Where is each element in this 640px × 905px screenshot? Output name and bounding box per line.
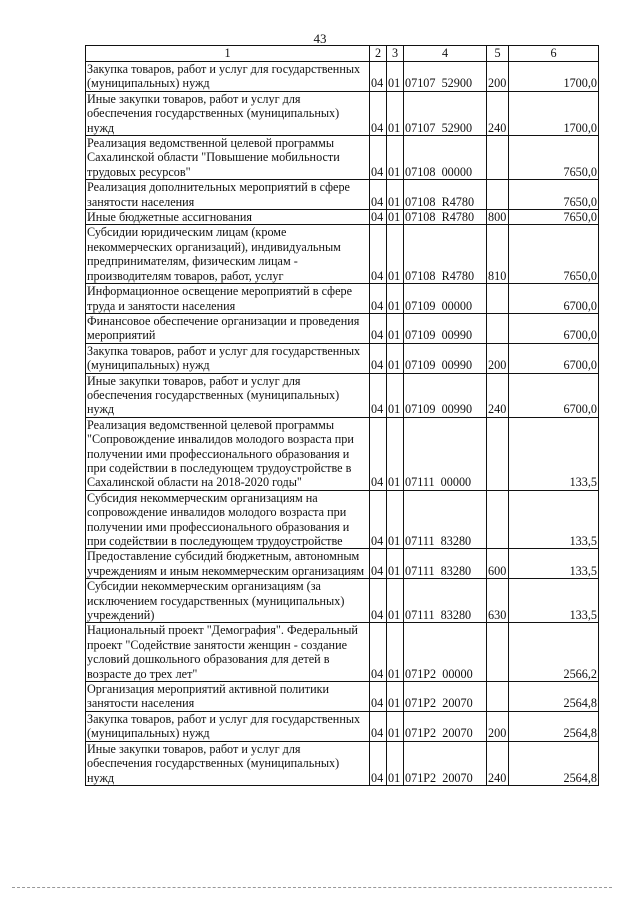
table-row: [86, 343, 599, 373]
row-section: 04: [370, 62, 387, 92]
row-target-article: 07111 83280: [404, 549, 487, 579]
table-row: [86, 623, 599, 682]
row-name: Предоставление субсидий бюджетным, автономным учреждениям и иным некоммерческим организациям: [86, 549, 370, 579]
row-sum: 1700,0: [509, 91, 599, 135]
header-expense-type: 5: [487, 46, 509, 62]
header-section: 2: [370, 46, 387, 62]
row-expense-type: 200: [487, 62, 509, 92]
row-subsection: 01: [387, 490, 404, 549]
header-name: 1: [86, 46, 370, 62]
row-expense-type: 200: [487, 711, 509, 741]
row-section: 04: [370, 284, 387, 314]
row-subsection: 01: [387, 549, 404, 579]
row-section: 04: [370, 210, 387, 225]
row-expense-type: [487, 682, 509, 712]
row-target-article: 07108 R4780: [404, 210, 487, 225]
row-sum: 1700,0: [509, 62, 599, 92]
row-target-article: 071P2 20070: [404, 711, 487, 741]
row-subsection: 01: [387, 62, 404, 92]
row-section: 04: [370, 91, 387, 135]
table-row: [86, 91, 599, 135]
row-expense-type: [487, 180, 509, 210]
row-sum: 6700,0: [509, 313, 599, 343]
row-sum: 133,5: [509, 549, 599, 579]
row-sum: 6700,0: [509, 343, 599, 373]
row-expense-type: 800: [487, 210, 509, 225]
row-target-article: 07109 00000: [404, 284, 487, 314]
table-row: [86, 417, 599, 490]
row-name: Иные закупки товаров, работ и услуг для обеспечения государственных (муниципальных) нужд: [86, 741, 370, 785]
row-name: Финансовое обеспечение организации и проведения мероприятий: [86, 313, 370, 343]
row-subsection: 01: [387, 136, 404, 180]
row-expense-type: [487, 490, 509, 549]
row-sum: 7650,0: [509, 180, 599, 210]
row-section: 04: [370, 136, 387, 180]
table-row: [86, 210, 599, 225]
row-section: 04: [370, 549, 387, 579]
row-subsection: 01: [387, 682, 404, 712]
row-target-article: 07111 83280: [404, 579, 487, 623]
row-subsection: 01: [387, 373, 404, 417]
row-expense-type: [487, 136, 509, 180]
row-subsection: 01: [387, 225, 404, 284]
table-row: [86, 549, 599, 579]
row-section: 04: [370, 741, 387, 785]
row-sum: 6700,0: [509, 284, 599, 314]
row-subsection: 01: [387, 711, 404, 741]
row-subsection: 01: [387, 284, 404, 314]
table-row: [86, 579, 599, 623]
row-sum: 6700,0: [509, 373, 599, 417]
row-subsection: 01: [387, 180, 404, 210]
row-name: Реализация дополнительных мероприятий в сфере занятости населения: [86, 180, 370, 210]
row-name: Закупка товаров, работ и услуг для государственных (муниципальных) нужд: [86, 62, 370, 92]
row-name: Реализация ведомственной целевой программы "Сопровождение инвалидов молодого возраста при получении ими профессионального образования и при содействии в последующем трудоустройстве в Сахалинской области на 2018-2020 годы": [86, 417, 370, 490]
row-expense-type: 600: [487, 549, 509, 579]
row-subsection: 01: [387, 343, 404, 373]
row-expense-type: 200: [487, 343, 509, 373]
row-target-article: 071P2 20070: [404, 682, 487, 712]
row-section: 04: [370, 579, 387, 623]
row-name: Иные бюджетные ассигнования: [86, 210, 370, 225]
table-row: [86, 225, 599, 284]
row-sum: 2564,8: [509, 741, 599, 785]
row-name: Субсидии некоммерческим организациям (за исключением государственных (муниципальных) учреждений): [86, 579, 370, 623]
row-subsection: 01: [387, 91, 404, 135]
row-sum: 2564,8: [509, 711, 599, 741]
row-target-article: 07109 00990: [404, 343, 487, 373]
row-subsection: 01: [387, 623, 404, 682]
table-body: [86, 62, 599, 786]
table-row: [86, 284, 599, 314]
row-name: Иные закупки товаров, работ и услуг для обеспечения государственных (муниципальных) нужд: [86, 373, 370, 417]
row-target-article: 07108 R4780: [404, 225, 487, 284]
row-section: 04: [370, 373, 387, 417]
header-target-article: 4: [404, 46, 487, 62]
row-expense-type: 240: [487, 373, 509, 417]
row-section: 04: [370, 180, 387, 210]
table-header-row: [86, 46, 599, 62]
table-row: [86, 136, 599, 180]
row-sum: 7650,0: [509, 136, 599, 180]
row-target-article: 07107 52900: [404, 91, 487, 135]
row-name: Организация мероприятий активной политики занятости населения: [86, 682, 370, 712]
row-section: 04: [370, 417, 387, 490]
table-row: [86, 62, 599, 92]
row-expense-type: [487, 313, 509, 343]
row-sum: 7650,0: [509, 225, 599, 284]
row-subsection: 01: [387, 210, 404, 225]
bottom-divider: [12, 887, 612, 888]
row-section: 04: [370, 490, 387, 549]
row-sum: 133,5: [509, 490, 599, 549]
row-name: Реализация ведомственной целевой программы Сахалинской области "Повышение мобильности трудовых ресурсов": [86, 136, 370, 180]
row-name: Иные закупки товаров, работ и услуг для обеспечения государственных (муниципальных) нужд: [86, 91, 370, 135]
table-row: [86, 313, 599, 343]
row-expense-type: [487, 284, 509, 314]
row-expense-type: 630: [487, 579, 509, 623]
row-expense-type: [487, 623, 509, 682]
row-target-article: 07111 00000: [404, 417, 487, 490]
table-row: [86, 180, 599, 210]
row-target-article: 071P2 00000: [404, 623, 487, 682]
table-row: [86, 711, 599, 741]
row-sum: 7650,0: [509, 210, 599, 225]
row-subsection: 01: [387, 579, 404, 623]
row-name: Субсидия некоммерческим организациям на сопровождение инвалидов молодого возраста при получении ими профессионального образования и при содействии в последующем трудоустройстве: [86, 490, 370, 549]
row-section: 04: [370, 313, 387, 343]
row-expense-type: 240: [487, 741, 509, 785]
row-section: 04: [370, 225, 387, 284]
row-subsection: 01: [387, 417, 404, 490]
row-target-article: 07111 83280: [404, 490, 487, 549]
row-name: Субсидии юридическим лицам (кроме некоммерческих организаций), индивидуальным предпринимателям, физическим лицам - производителям товаров, работ, услуг: [86, 225, 370, 284]
table-row: [86, 741, 599, 785]
header-subsection: 3: [387, 46, 404, 62]
header-sum: 6: [509, 46, 599, 62]
row-sum: 2566,2: [509, 623, 599, 682]
row-name: Национальный проект "Демография". Федеральный проект "Содействие занятости женщин - создание условий дошкольного образования для детей в возрасте до трех лет": [86, 623, 370, 682]
budget-table: [85, 45, 599, 786]
row-section: 04: [370, 682, 387, 712]
row-expense-type: 240: [487, 91, 509, 135]
row-sum: 133,5: [509, 579, 599, 623]
row-name: Закупка товаров, работ и услуг для государственных (муниципальных) нужд: [86, 711, 370, 741]
row-target-article: 07108 00000: [404, 136, 487, 180]
table-row: [86, 682, 599, 712]
row-sum: 2564,8: [509, 682, 599, 712]
page-number: 43: [313, 31, 327, 46]
table-row: [86, 373, 599, 417]
row-section: 04: [370, 711, 387, 741]
row-sum: 133,5: [509, 417, 599, 490]
row-expense-type: [487, 417, 509, 490]
row-expense-type: 810: [487, 225, 509, 284]
row-target-article: 07109 00990: [404, 373, 487, 417]
row-section: 04: [370, 343, 387, 373]
row-subsection: 01: [387, 741, 404, 785]
row-name: Информационное освещение мероприятий в сфере труда и занятости населения: [86, 284, 370, 314]
row-target-article: 07108 R4780: [404, 180, 487, 210]
row-target-article: 07107 52900: [404, 62, 487, 92]
row-section: 04: [370, 623, 387, 682]
table-row: [86, 490, 599, 549]
row-subsection: 01: [387, 313, 404, 343]
row-target-article: 071P2 20070: [404, 741, 487, 785]
row-target-article: 07109 00990: [404, 313, 487, 343]
row-name: Закупка товаров, работ и услуг для государственных (муниципальных) нужд: [86, 343, 370, 373]
